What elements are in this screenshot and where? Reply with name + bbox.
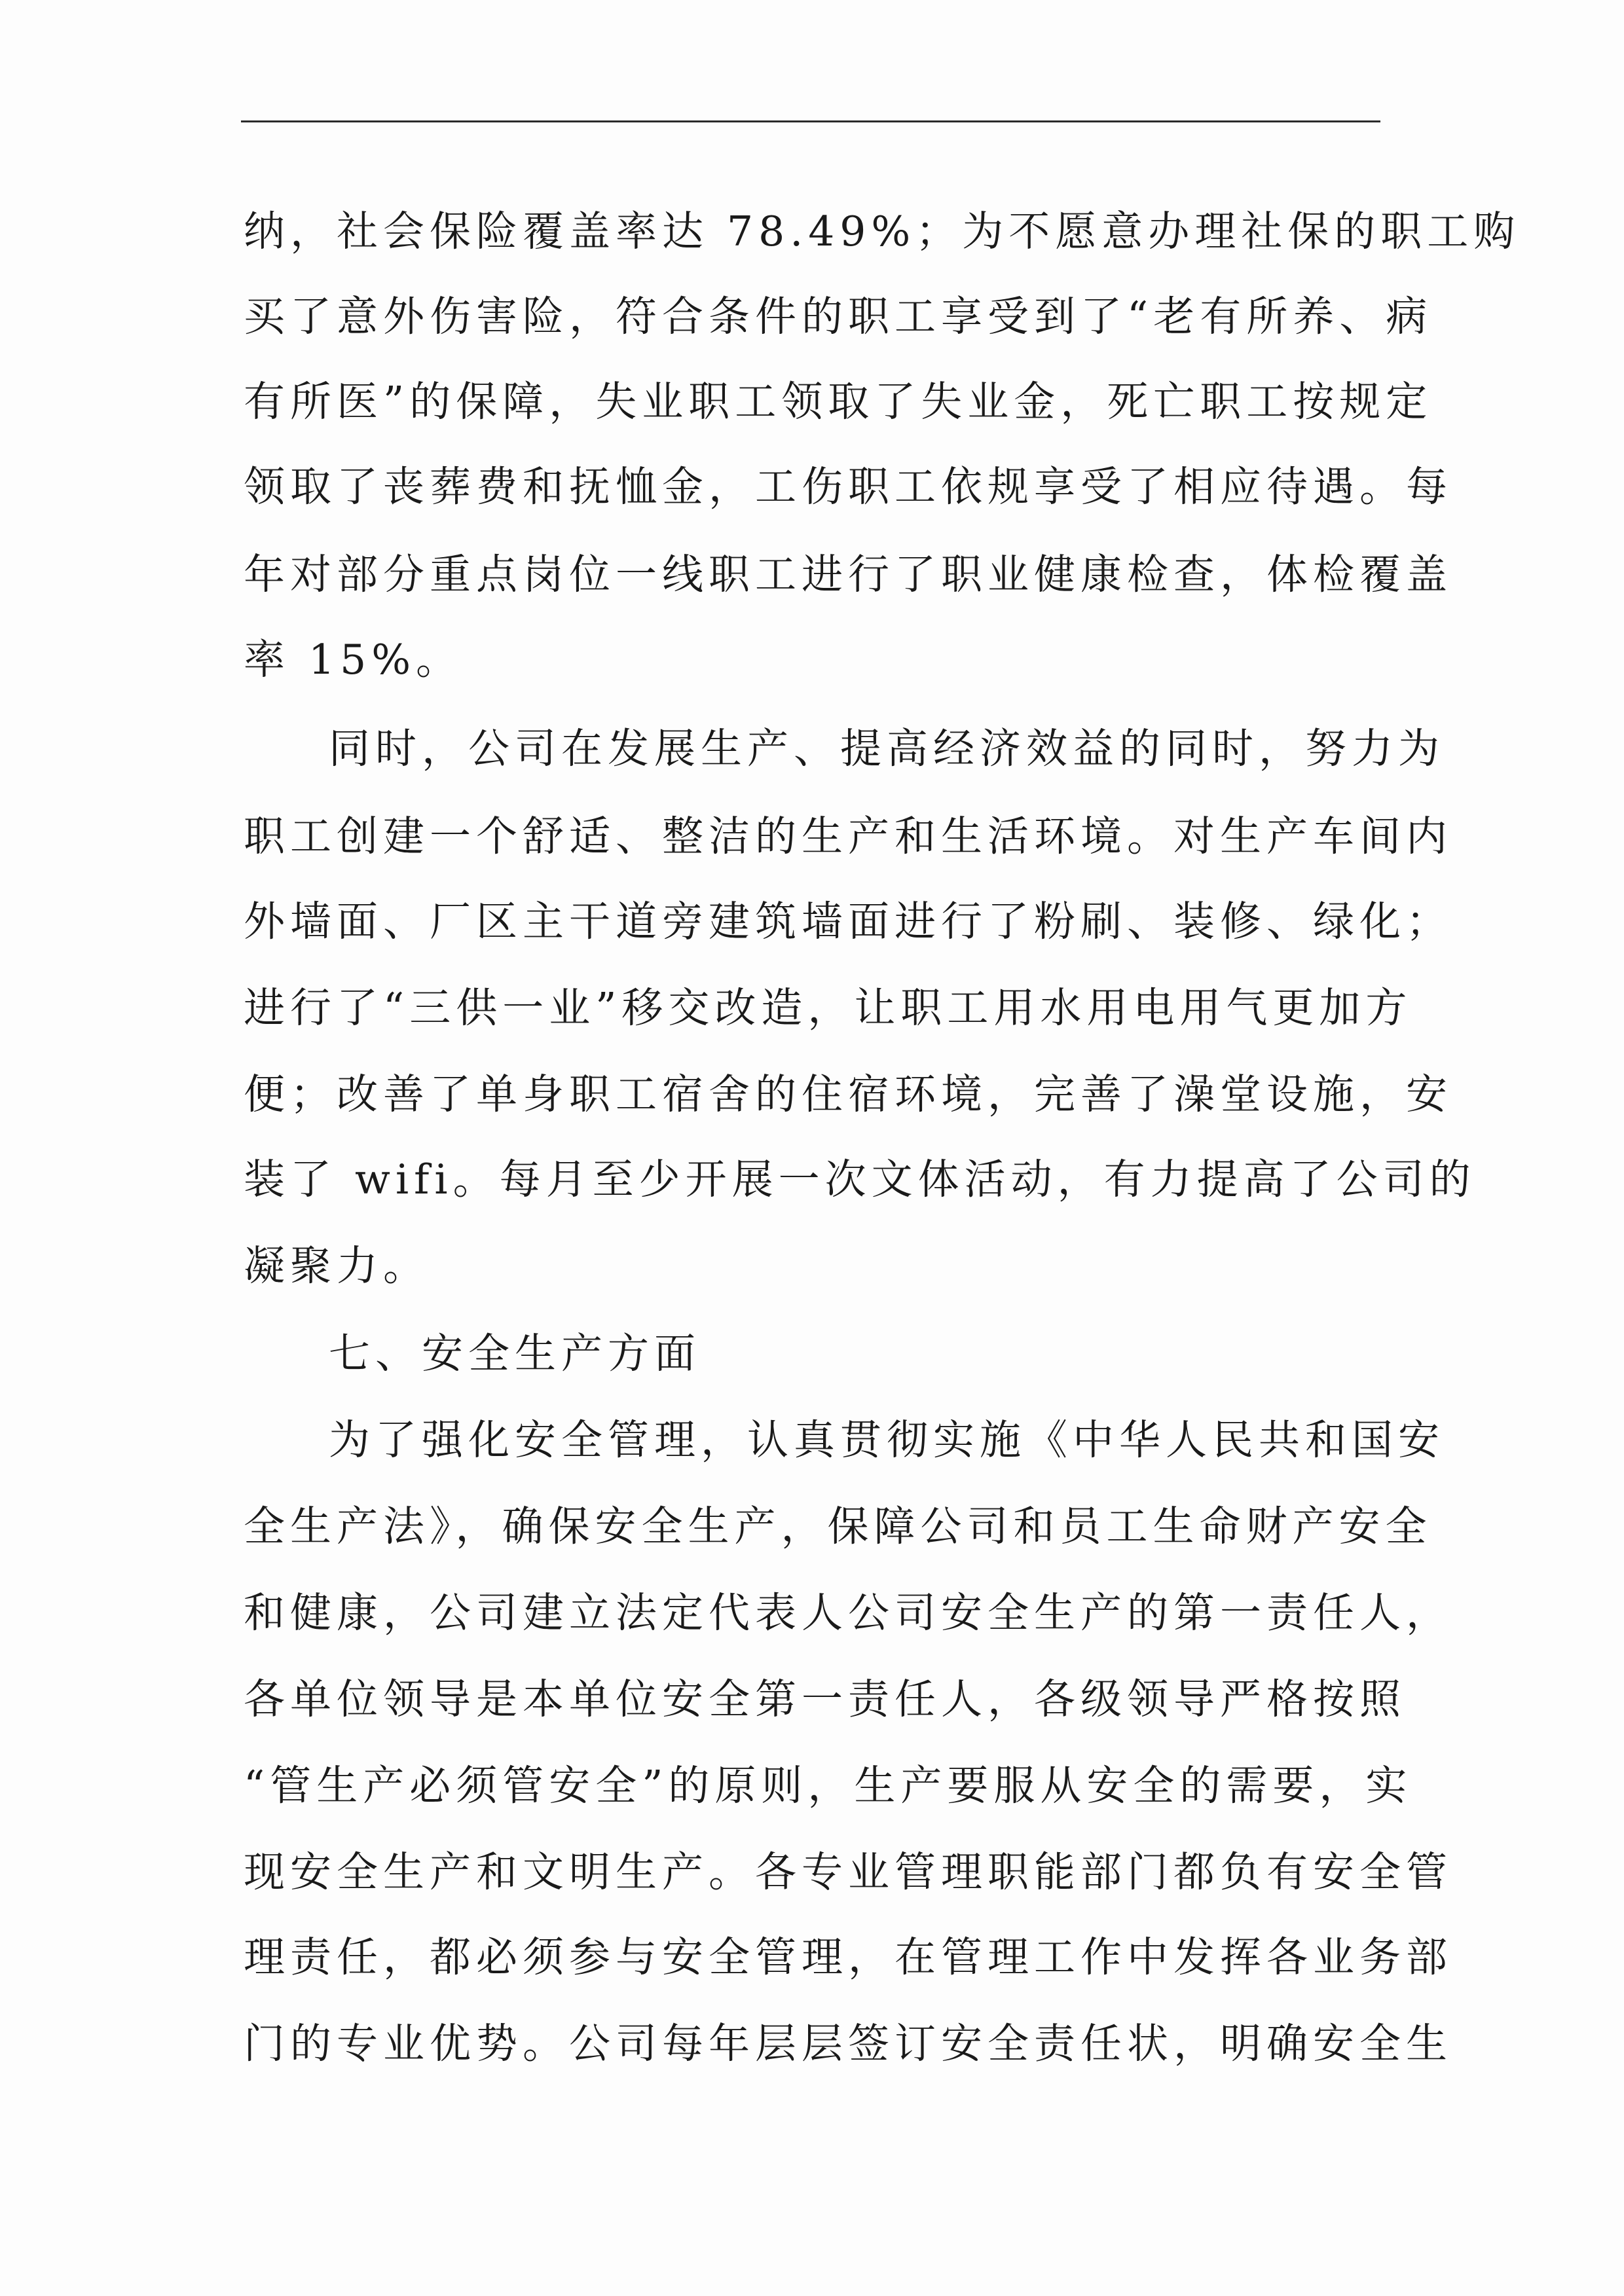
text-line: 买了意外伤害险，符合条件的职工享受到了“老有所养、病 xyxy=(244,293,1433,340)
text-line: 率 15%。 xyxy=(244,636,463,683)
text-line: 外墙面、厂区主干道旁建筑墙面进行了粉刷、装修、绿化； xyxy=(244,898,1452,945)
text-line: 门的专业优势。公司每年层层签订安全责任状，明确安全生 xyxy=(244,2020,1452,2068)
text-line: 全生产法》，确保安全生产，保障公司和员工生命财产安全 xyxy=(244,1503,1432,1550)
header-rule xyxy=(241,120,1380,122)
text-line: 现安全生产和文明生产。各专业管理职能部门都负有安全管 xyxy=(244,1848,1452,1896)
text-line: 理责任，都必须参与安全管理，在管理工作中发挥各业务部 xyxy=(244,1933,1452,1981)
text-line: 进行了“三供一业”移交改造，让职工用水用电用气更加方 xyxy=(244,984,1412,1032)
text-line: 领取了丧葬费和抚恤金，工伤职工依规享受了相应待遇。每 xyxy=(244,463,1452,511)
paragraph-first-line: 为了强化安全管理，认真贯彻实施《中华人民共和国安 xyxy=(329,1416,1445,1464)
text-line: 便；改善了单身职工宿舍的住宿环境，完善了澡堂设施，安 xyxy=(244,1070,1452,1118)
text-line: 年对部分重点岗位一线职工进行了职业健康检查，体检覆盖 xyxy=(244,551,1452,598)
text-line: 凝聚力。 xyxy=(244,1242,430,1290)
text-line: “管生产必须管安全”的原则，生产要服从安全的需要，实 xyxy=(244,1762,1412,1810)
text-line: 职工创建一个舒适、整洁的生产和生活环境。对生产车间内 xyxy=(244,812,1452,860)
text-line: 和健康，公司建立法定代表人公司安全生产的第一责任人， xyxy=(244,1589,1452,1637)
text-line: 有所医”的保障，失业职工领取了失业金，死亡职工按规定 xyxy=(244,378,1433,426)
paragraph-first-line: 同时，公司在发展生产、提高经济效益的同时，努力为 xyxy=(329,725,1445,773)
text-line: 装了 wifi。每月至少开展一次文体活动，有力提高了公司的 xyxy=(244,1156,1476,1203)
section-heading: 七、安全生产方面 xyxy=(329,1330,701,1377)
text-line: 各单位领导是本单位安全第一责任人，各级领导严格按照 xyxy=(244,1675,1406,1723)
text-line: 纳，社会保险覆盖率达 78.49%；为不愿意办理社保的职工购 xyxy=(244,208,1521,255)
